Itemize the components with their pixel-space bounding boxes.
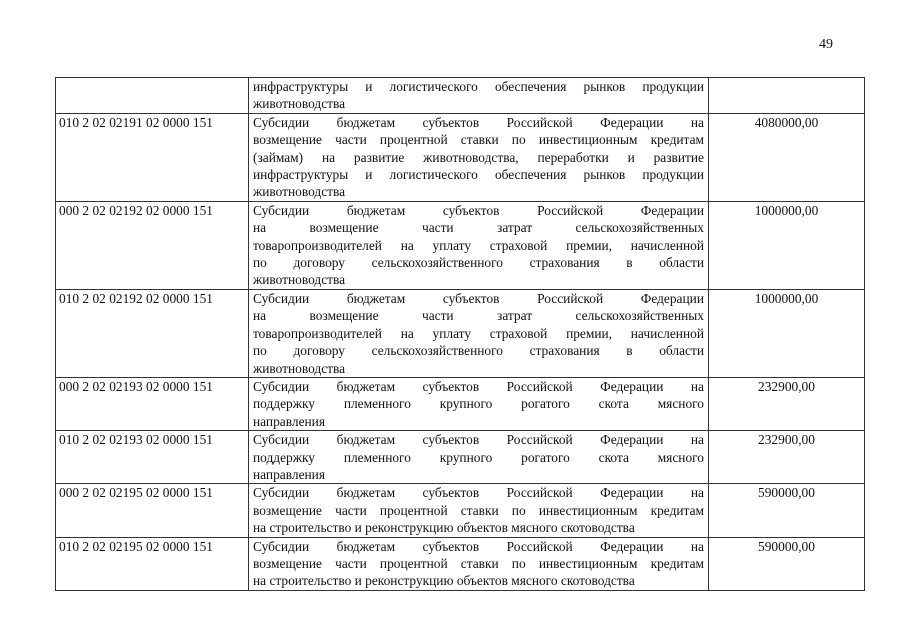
amount-cell: 4080000,00 <box>709 113 865 201</box>
description-line: возмещение части процентной ставки по инвестиционным кредитам <box>253 555 704 571</box>
table-row <box>56 431 865 484</box>
description-line: поддержку племенного крупного рогатого скота мясного <box>253 396 704 412</box>
description-line: направления <box>253 466 326 482</box>
description-line: Субсидии бюджетам субъектов Российской Федерации на <box>253 432 704 448</box>
description-line: на возмещение части затрат сельскохозяйственных <box>253 308 704 324</box>
description-line: Субсидии бюджетам субъектов Российской Федерации на <box>253 485 704 501</box>
table-row <box>56 201 865 289</box>
description-line: животноводства <box>253 96 346 112</box>
description-line: Субсидии бюджетам субъектов Российской Федерации на <box>253 114 704 130</box>
amount-cell: 232900,00 <box>709 377 865 430</box>
description-line: поддержку племенного крупного рогатого скота мясного <box>253 449 704 465</box>
budget-code-cell: 000 2 02 02195 02 0000 151 <box>56 484 249 537</box>
amount-cell: 590000,00 <box>709 537 865 590</box>
amount-cell: 1000000,00 <box>709 289 865 377</box>
description-cell <box>249 78 709 114</box>
description-line: Субсидии бюджетам субъектов Российской Федерации <box>253 290 704 306</box>
table-row <box>56 377 865 430</box>
description-line: Субсидии бюджетам субъектов Российской Федерации <box>253 202 704 218</box>
budget-code-cell: 010 2 02 02191 02 0000 151 <box>56 113 249 201</box>
description-cell <box>249 377 709 430</box>
budget-code-cell: 000 2 02 02193 02 0000 151 <box>56 377 249 430</box>
description-cell <box>249 289 709 377</box>
description-cell <box>249 537 709 590</box>
table-row <box>56 289 865 377</box>
table-row <box>56 537 865 590</box>
page-number: 49 <box>819 37 833 52</box>
description-line: по договору сельскохозяйственного страхования в области <box>253 343 704 359</box>
description-line: инфраструктуры и логистического обеспечения рынков продукции <box>253 79 704 94</box>
description-line: на строительство и реконструкцию объектов мясного скотоводства <box>253 573 635 589</box>
description-line: возмещение части процентной ставки по инвестиционным кредитам <box>253 132 704 148</box>
description-cell <box>249 484 709 537</box>
description-line: возмещение части процентной ставки по инвестиционным кредитам <box>253 502 704 518</box>
table-row <box>56 484 865 537</box>
description-cell <box>249 113 709 201</box>
description-line: (займам) на развитие животноводства, переработки и развитие <box>253 149 704 165</box>
description-line: инфраструктуры и логистического обеспечения рынков продукции <box>253 167 704 183</box>
description-line: на возмещение части затрат сельскохозяйственных <box>253 220 704 236</box>
description-cell <box>249 201 709 289</box>
budget-code-cell: 010 2 02 02193 02 0000 151 <box>56 431 249 484</box>
budget-code-cell: 010 2 02 02195 02 0000 151 <box>56 537 249 590</box>
description-line: Субсидии бюджетам субъектов Российской Федерации на <box>253 538 704 554</box>
budget-revenue-table <box>55 77 865 591</box>
table-row <box>56 78 865 114</box>
description-line: направления <box>253 413 326 429</box>
description-line: животноводства <box>253 184 346 200</box>
table-body <box>56 78 865 591</box>
description-line: Субсидии бюджетам субъектов Российской Федерации на <box>253 378 704 394</box>
budget-code-cell <box>56 78 249 114</box>
amount-cell: 232900,00 <box>709 431 865 484</box>
budget-code-cell: 010 2 02 02192 02 0000 151 <box>56 289 249 377</box>
amount-cell: 1000000,00 <box>709 201 865 289</box>
budget-code-cell: 000 2 02 02192 02 0000 151 <box>56 201 249 289</box>
description-line: товаропроизводителей на уплату страховой премии, начисленной <box>253 237 704 253</box>
description-line: по договору сельскохозяйственного страхования в области <box>253 255 704 271</box>
table-row <box>56 113 865 201</box>
amount-cell <box>709 78 865 114</box>
description-line: животноводства <box>253 272 346 288</box>
description-cell <box>249 431 709 484</box>
description-line: товаропроизводителей на уплату страховой премии, начисленной <box>253 325 704 341</box>
description-line: на строительство и реконструкцию объектов мясного скотоводства <box>253 520 635 536</box>
amount-cell: 590000,00 <box>709 484 865 537</box>
description-line: животноводства <box>253 360 346 376</box>
